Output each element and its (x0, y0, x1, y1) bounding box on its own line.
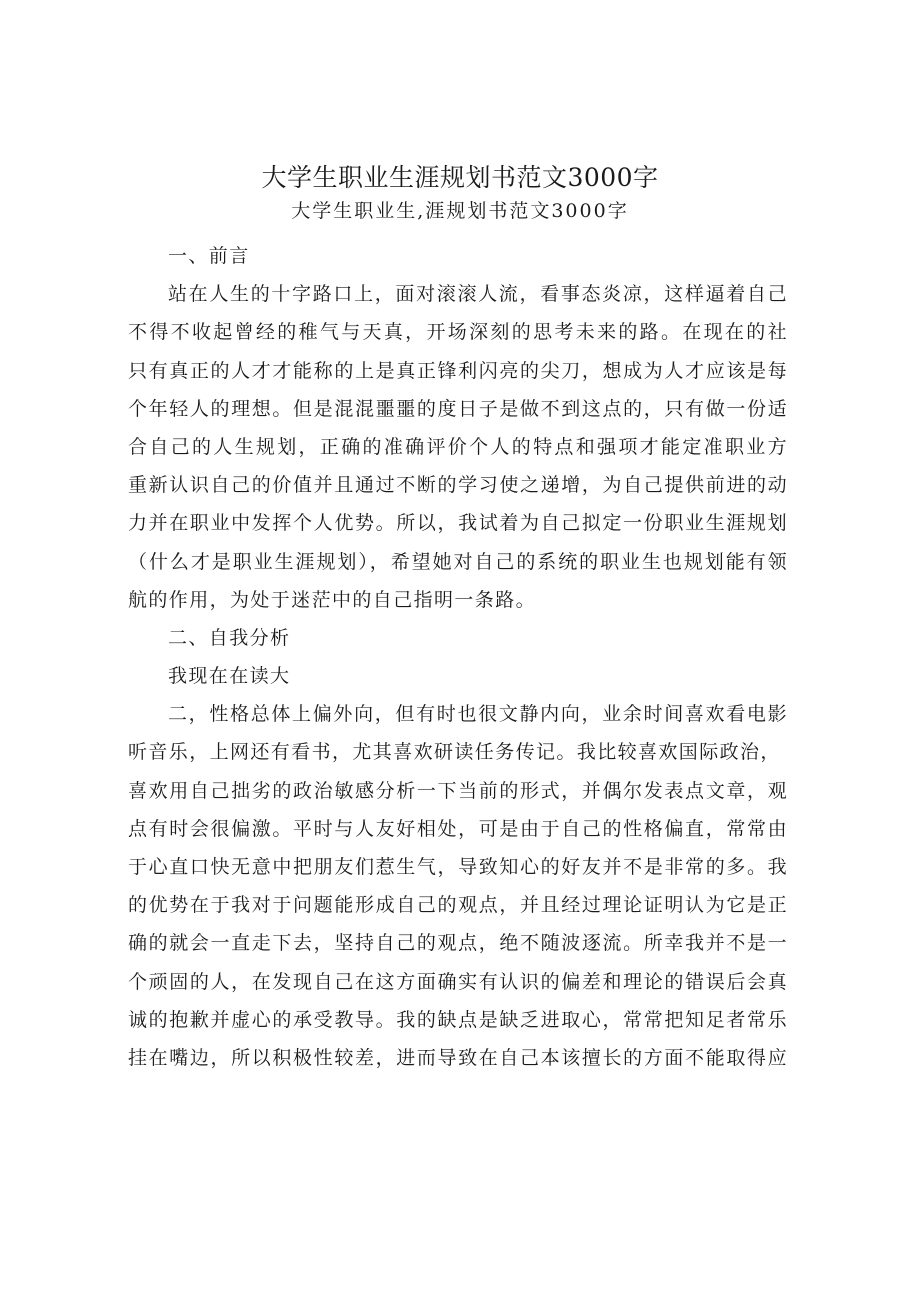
body-line: 挂在嘴边，所以积极性较差，进而导致在自己本该擅长的方面不能取得应 (128, 1046, 788, 1069)
body-line: 喜欢用自己拙劣的政治敏感分析一下当前的形式，并偶尔发表点文章，观 (128, 779, 788, 802)
body-line: 重新认识自己的价值并且通过不断的学习使之递增，为自己提供前进的动 (128, 474, 788, 497)
document-body (128, 237, 788, 1077)
body-line: 二，性格总体上偏外向，但有时也很文静内向，业余时间喜欢看电影 (168, 703, 788, 726)
body-line: 航的作用，为处于迷茫中的自己指明一条路。 (128, 588, 537, 611)
document-subtitle: 大学生职业生,涯规划书范文3000字 (291, 200, 629, 222)
document-title: 大学生职业生涯规划书范文3000字 (261, 163, 659, 192)
body-line: 个顽固的人，在发现自己在这方面确实有认识的偏差和理论的错误后会真 (128, 970, 788, 993)
body-line: 站在人生的十字路口上，面对滚滚人流，看事态炎凉，这样逼着自己 (168, 283, 788, 306)
body-line: 于心直口快无意中把朋友们惹生气，导致知心的好友并不是非常的多。我 (128, 856, 788, 878)
body-line: 合自己的人生规划，正确的准确评价个人的特点和强项才能定准职业方 (128, 435, 788, 458)
body-line: 不得不收起曾经的稚气与天真，开场深刻的思考未来的路。在现在的社 (128, 321, 788, 344)
body-line: 确的就会一直走下去，坚持自己的观点，绝不随波逐流。所幸我并不是一 (128, 932, 788, 955)
body-line: （什么才是职业生涯规划），希望她对自己的系统的职业生也规划能有领 (128, 550, 788, 573)
body-line: 力并在职业中发挥个人优势。所以，我试着为自己拟定一份职业生涯规划 (128, 512, 788, 535)
body-line: 一、前言 (168, 245, 250, 267)
body-line: 个年轻人的理想。但是混混噩噩的度日子是做不到这点的，只有做一份适 (128, 397, 788, 420)
body-line: 的优势在于我对于问题能形成自己的观点，并且经过理论证明认为它是正 (128, 894, 788, 917)
body-line: 我现在在读大 (168, 665, 291, 688)
body-line: 点有时会很偏激。平时与人友好相处，可是由于自己的性格偏直，常常由 (128, 817, 788, 840)
body-line: 听音乐，上网还有看书，尤其喜欢研读任务传记。我比较喜欢国际政治， (128, 741, 781, 764)
body-line: 诚的抱歉并虚心的承受教导。我的缺点是缺乏进取心，常常把知足者常乐 (128, 1008, 788, 1031)
body-line: 二、自我分析 (168, 626, 291, 649)
body-line: 只有真正的人才才能称的上是真正锋利闪亮的尖刀，想成为人才应该是每 (128, 359, 788, 382)
